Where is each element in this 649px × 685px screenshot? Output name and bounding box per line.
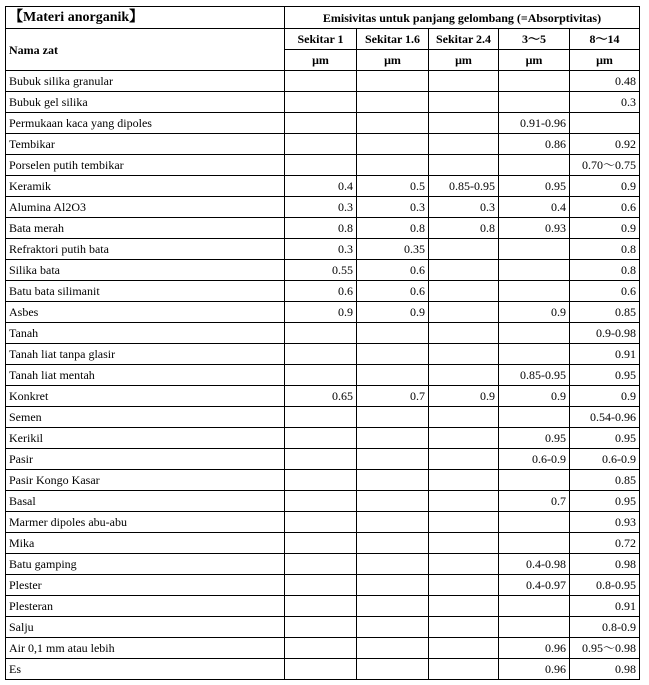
substance-name-cell: Tanah liat tanpa glasir xyxy=(6,344,285,365)
emissivity-value-cell xyxy=(357,155,429,176)
table-row xyxy=(6,617,640,638)
emissivity-value-cell: 0.8-0.95 xyxy=(570,575,640,596)
emissivity-value-cell xyxy=(357,491,429,512)
emissivity-value-cell: 0.8 xyxy=(429,218,499,239)
table-row xyxy=(6,533,640,554)
column-header-4: 3～5 xyxy=(499,29,570,50)
substance-name-cell: Marmer dipoles abu-abu xyxy=(6,512,285,533)
table-row xyxy=(6,155,640,176)
substance-name-cell: Plester xyxy=(6,575,285,596)
table-row xyxy=(6,512,640,533)
emissivity-value-cell xyxy=(285,428,357,449)
emissivity-value-cell: 0.6-0.9 xyxy=(499,449,570,470)
emissivity-value-cell: 0.8 xyxy=(285,218,357,239)
emissivity-value-cell: 0.98 xyxy=(570,659,640,680)
substance-name-cell: Refraktori putih bata xyxy=(6,239,285,260)
emissivity-value-cell: 0.9-0.98 xyxy=(570,323,640,344)
substance-name-cell: Mika xyxy=(6,533,285,554)
emissivity-value-cell: 0.3 xyxy=(285,239,357,260)
table-row xyxy=(6,596,640,617)
emissivity-value-cell xyxy=(429,407,499,428)
table-row xyxy=(6,386,640,407)
table-row xyxy=(6,659,640,680)
emissivity-value-cell: 0.85 xyxy=(570,302,640,323)
emissivity-value-cell xyxy=(429,302,499,323)
emissivity-value-cell xyxy=(285,365,357,386)
table-row xyxy=(6,491,640,512)
substance-name-cell: Konkret xyxy=(6,386,285,407)
emissivity-value-cell: 0.9 xyxy=(499,386,570,407)
emissivity-value-cell: 0.96 xyxy=(499,638,570,659)
emissivity-value-cell: 0.4-0.97 xyxy=(499,575,570,596)
group-header: Emisivitas untuk panjang gelombang (=Absorptivitas) xyxy=(285,7,640,29)
emissivity-value-cell xyxy=(357,596,429,617)
unit-label-5: μm xyxy=(570,50,640,71)
emissivity-value-cell: 0.35 xyxy=(357,239,429,260)
emissivity-value-cell xyxy=(357,323,429,344)
emissivity-value-cell xyxy=(357,134,429,155)
substance-name-cell: Es xyxy=(6,659,285,680)
header-row-2 xyxy=(6,29,640,50)
unit-label-3: μm xyxy=(429,50,499,71)
emissivity-value-cell xyxy=(429,533,499,554)
emissivity-value-cell: 0.91 xyxy=(570,596,640,617)
substance-name-cell: Bubuk silika granular xyxy=(6,71,285,92)
column-header-3: Sekitar 2.4 xyxy=(429,29,499,50)
substance-name-cell: Permukaan kaca yang dipoles xyxy=(6,113,285,134)
emissivity-value-cell xyxy=(357,659,429,680)
emissivity-value-cell: 0.6 xyxy=(570,197,640,218)
emissivity-value-cell xyxy=(499,155,570,176)
table-row xyxy=(6,575,640,596)
emissivity-value-cell: 0.3 xyxy=(429,197,499,218)
emissivity-value-cell xyxy=(357,554,429,575)
emissivity-value-cell xyxy=(357,428,429,449)
substance-name-cell: Silika bata xyxy=(6,260,285,281)
emissivity-value-cell: 0.85-0.95 xyxy=(429,176,499,197)
emissivity-value-cell xyxy=(285,470,357,491)
table-row xyxy=(6,197,640,218)
table-row xyxy=(6,344,640,365)
table-row xyxy=(6,134,640,155)
substance-name-cell: Batu bata silimanit xyxy=(6,281,285,302)
emissivity-value-cell: 0.9 xyxy=(357,302,429,323)
emissivity-value-cell xyxy=(429,365,499,386)
emissivity-value-cell xyxy=(285,575,357,596)
emissivity-value-cell: 0.3 xyxy=(357,197,429,218)
table-row xyxy=(6,281,640,302)
emissivity-value-cell xyxy=(285,554,357,575)
emissivity-value-cell xyxy=(285,659,357,680)
emissivity-table xyxy=(5,6,640,680)
emissivity-value-cell xyxy=(357,449,429,470)
emissivity-value-cell: 0.8 xyxy=(570,239,640,260)
table-row xyxy=(6,71,640,92)
emissivity-value-cell: 0.3 xyxy=(285,197,357,218)
table-row xyxy=(6,323,640,344)
emissivity-value-cell: 0.95～0.98 xyxy=(570,638,640,659)
emissivity-value-cell: 0.9 xyxy=(570,218,640,239)
table-row xyxy=(6,176,640,197)
emissivity-value-cell xyxy=(429,155,499,176)
emissivity-value-cell xyxy=(429,71,499,92)
emissivity-value-cell xyxy=(357,638,429,659)
emissivity-value-cell xyxy=(285,617,357,638)
emissivity-value-cell xyxy=(285,92,357,113)
table-row xyxy=(6,302,640,323)
emissivity-value-cell xyxy=(499,260,570,281)
emissivity-value-cell xyxy=(429,92,499,113)
emissivity-value-cell: 0.86 xyxy=(499,134,570,155)
emissivity-value-cell xyxy=(357,71,429,92)
substance-name-cell: Alumina Al2O3 xyxy=(6,197,285,218)
emissivity-value-cell xyxy=(429,239,499,260)
emissivity-value-cell: 0.4 xyxy=(499,197,570,218)
table-body xyxy=(6,71,640,680)
emissivity-value-cell xyxy=(429,428,499,449)
substance-name-cell: Basal xyxy=(6,491,285,512)
emissivity-value-cell xyxy=(429,617,499,638)
emissivity-value-cell xyxy=(357,533,429,554)
emissivity-value-cell: 0.93 xyxy=(499,218,570,239)
substance-name-cell: Porselen putih tembikar xyxy=(6,155,285,176)
emissivity-value-cell xyxy=(357,92,429,113)
table-row xyxy=(6,428,640,449)
substance-name-cell: Pasir Kongo Kasar xyxy=(6,470,285,491)
emissivity-value-cell: 0.70～0.75 xyxy=(570,155,640,176)
emissivity-value-cell xyxy=(429,575,499,596)
substance-name-cell: Asbes xyxy=(6,302,285,323)
emissivity-value-cell: 0.55 xyxy=(285,260,357,281)
emissivity-value-cell: 0.54-0.96 xyxy=(570,407,640,428)
emissivity-value-cell: 0.72 xyxy=(570,533,640,554)
emissivity-value-cell xyxy=(429,659,499,680)
substance-name-cell: Plesteran xyxy=(6,596,285,617)
emissivity-value-cell: 0.95 xyxy=(499,176,570,197)
emissivity-value-cell: 0.65 xyxy=(285,386,357,407)
name-column-header: Nama zat xyxy=(6,29,285,71)
emissivity-value-cell xyxy=(570,113,640,134)
emissivity-value-cell xyxy=(357,365,429,386)
column-header-1: Sekitar 1 xyxy=(285,29,357,50)
emissivity-value-cell: 0.6 xyxy=(357,281,429,302)
emissivity-value-cell: 0.91-0.96 xyxy=(499,113,570,134)
emissivity-value-cell xyxy=(429,260,499,281)
emissivity-value-cell xyxy=(499,617,570,638)
substance-name-cell: Batu gamping xyxy=(6,554,285,575)
emissivity-value-cell xyxy=(285,596,357,617)
emissivity-value-cell: 0.9 xyxy=(570,386,640,407)
emissivity-value-cell: 0.8 xyxy=(357,218,429,239)
emissivity-value-cell: 0.3 xyxy=(570,92,640,113)
emissivity-value-cell xyxy=(499,596,570,617)
emissivity-value-cell: 0.8 xyxy=(570,260,640,281)
substance-name-cell: Keramik xyxy=(6,176,285,197)
emissivity-value-cell: 0.7 xyxy=(499,491,570,512)
emissivity-value-cell: 0.6 xyxy=(570,281,640,302)
emissivity-value-cell: 0.85-0.95 xyxy=(499,365,570,386)
emissivity-value-cell xyxy=(499,533,570,554)
table-row xyxy=(6,638,640,659)
emissivity-value-cell: 0.9 xyxy=(499,302,570,323)
emissivity-value-cell xyxy=(285,638,357,659)
emissivity-value-cell xyxy=(429,512,499,533)
emissivity-value-cell xyxy=(285,71,357,92)
emissivity-value-cell xyxy=(429,638,499,659)
emissivity-value-cell: 0.7 xyxy=(357,386,429,407)
table-row xyxy=(6,260,640,281)
emissivity-value-cell xyxy=(357,617,429,638)
substance-name-cell: Bata merah xyxy=(6,218,285,239)
table-row xyxy=(6,218,640,239)
emissivity-value-cell xyxy=(357,407,429,428)
table-row xyxy=(6,449,640,470)
emissivity-value-cell: 0.6 xyxy=(357,260,429,281)
emissivity-value-cell xyxy=(429,323,499,344)
emissivity-table-container xyxy=(5,6,640,680)
substance-name-cell: Pasir xyxy=(6,449,285,470)
emissivity-value-cell xyxy=(285,134,357,155)
emissivity-value-cell: 0.9 xyxy=(570,176,640,197)
emissivity-value-cell: 0.85 xyxy=(570,470,640,491)
table-title: 【Materi anorganik】 xyxy=(6,7,285,29)
emissivity-value-cell xyxy=(285,155,357,176)
emissivity-value-cell: 0.95 xyxy=(570,365,640,386)
table-row xyxy=(6,113,640,134)
column-header-5: 8～14 xyxy=(570,29,640,50)
emissivity-value-cell: 0.98 xyxy=(570,554,640,575)
emissivity-value-cell xyxy=(499,239,570,260)
substance-name-cell: Tanah xyxy=(6,323,285,344)
emissivity-value-cell xyxy=(499,512,570,533)
emissivity-value-cell xyxy=(429,281,499,302)
emissivity-value-cell xyxy=(499,71,570,92)
emissivity-value-cell xyxy=(285,533,357,554)
table-row xyxy=(6,92,640,113)
emissivity-value-cell: 0.48 xyxy=(570,71,640,92)
emissivity-value-cell xyxy=(499,344,570,365)
unit-label-4: μm xyxy=(499,50,570,71)
emissivity-value-cell xyxy=(285,344,357,365)
emissivity-value-cell: 0.4-0.98 xyxy=(499,554,570,575)
emissivity-value-cell: 0.8-0.9 xyxy=(570,617,640,638)
emissivity-value-cell xyxy=(499,470,570,491)
emissivity-value-cell: 0.9 xyxy=(285,302,357,323)
table-row xyxy=(6,470,640,491)
substance-name-cell: Salju xyxy=(6,617,285,638)
emissivity-value-cell xyxy=(357,344,429,365)
table-row xyxy=(6,239,640,260)
emissivity-value-cell: 0.95 xyxy=(570,491,640,512)
emissivity-value-cell xyxy=(429,491,499,512)
substance-name-cell: Tembikar xyxy=(6,134,285,155)
substance-name-cell: Tanah liat mentah xyxy=(6,365,285,386)
emissivity-value-cell: 0.92 xyxy=(570,134,640,155)
emissivity-value-cell xyxy=(285,113,357,134)
emissivity-value-cell xyxy=(357,575,429,596)
emissivity-value-cell xyxy=(499,92,570,113)
emissivity-value-cell: 0.6 xyxy=(285,281,357,302)
emissivity-value-cell xyxy=(285,512,357,533)
table-row xyxy=(6,407,640,428)
unit-label-2: μm xyxy=(357,50,429,71)
emissivity-value-cell xyxy=(357,113,429,134)
emissivity-value-cell xyxy=(429,449,499,470)
emissivity-value-cell: 0.6-0.9 xyxy=(570,449,640,470)
header-row-1 xyxy=(6,7,640,29)
emissivity-value-cell xyxy=(429,596,499,617)
emissivity-value-cell: 0.95 xyxy=(499,428,570,449)
emissivity-value-cell xyxy=(429,344,499,365)
emissivity-value-cell xyxy=(285,491,357,512)
emissivity-value-cell xyxy=(429,113,499,134)
substance-name-cell: Kerikil xyxy=(6,428,285,449)
substance-name-cell: Semen xyxy=(6,407,285,428)
emissivity-value-cell: 0.5 xyxy=(357,176,429,197)
emissivity-value-cell xyxy=(285,449,357,470)
substance-name-cell: Air 0,1 mm atau lebih xyxy=(6,638,285,659)
table-row xyxy=(6,365,640,386)
emissivity-value-cell xyxy=(285,323,357,344)
emissivity-value-cell: 0.4 xyxy=(285,176,357,197)
emissivity-value-cell: 0.91 xyxy=(570,344,640,365)
column-header-2: Sekitar 1.6 xyxy=(357,29,429,50)
emissivity-value-cell xyxy=(357,512,429,533)
emissivity-value-cell xyxy=(429,134,499,155)
emissivity-value-cell xyxy=(499,407,570,428)
emissivity-value-cell xyxy=(357,470,429,491)
emissivity-value-cell xyxy=(499,281,570,302)
emissivity-value-cell xyxy=(429,554,499,575)
emissivity-value-cell xyxy=(285,407,357,428)
emissivity-value-cell xyxy=(429,470,499,491)
emissivity-value-cell: 0.9 xyxy=(429,386,499,407)
substance-name-cell: Bubuk gel silika xyxy=(6,92,285,113)
unit-label-1: μm xyxy=(285,50,357,71)
table-row xyxy=(6,554,640,575)
emissivity-value-cell: 0.95 xyxy=(570,428,640,449)
emissivity-value-cell: 0.93 xyxy=(570,512,640,533)
emissivity-value-cell: 0.96 xyxy=(499,659,570,680)
emissivity-value-cell xyxy=(499,323,570,344)
